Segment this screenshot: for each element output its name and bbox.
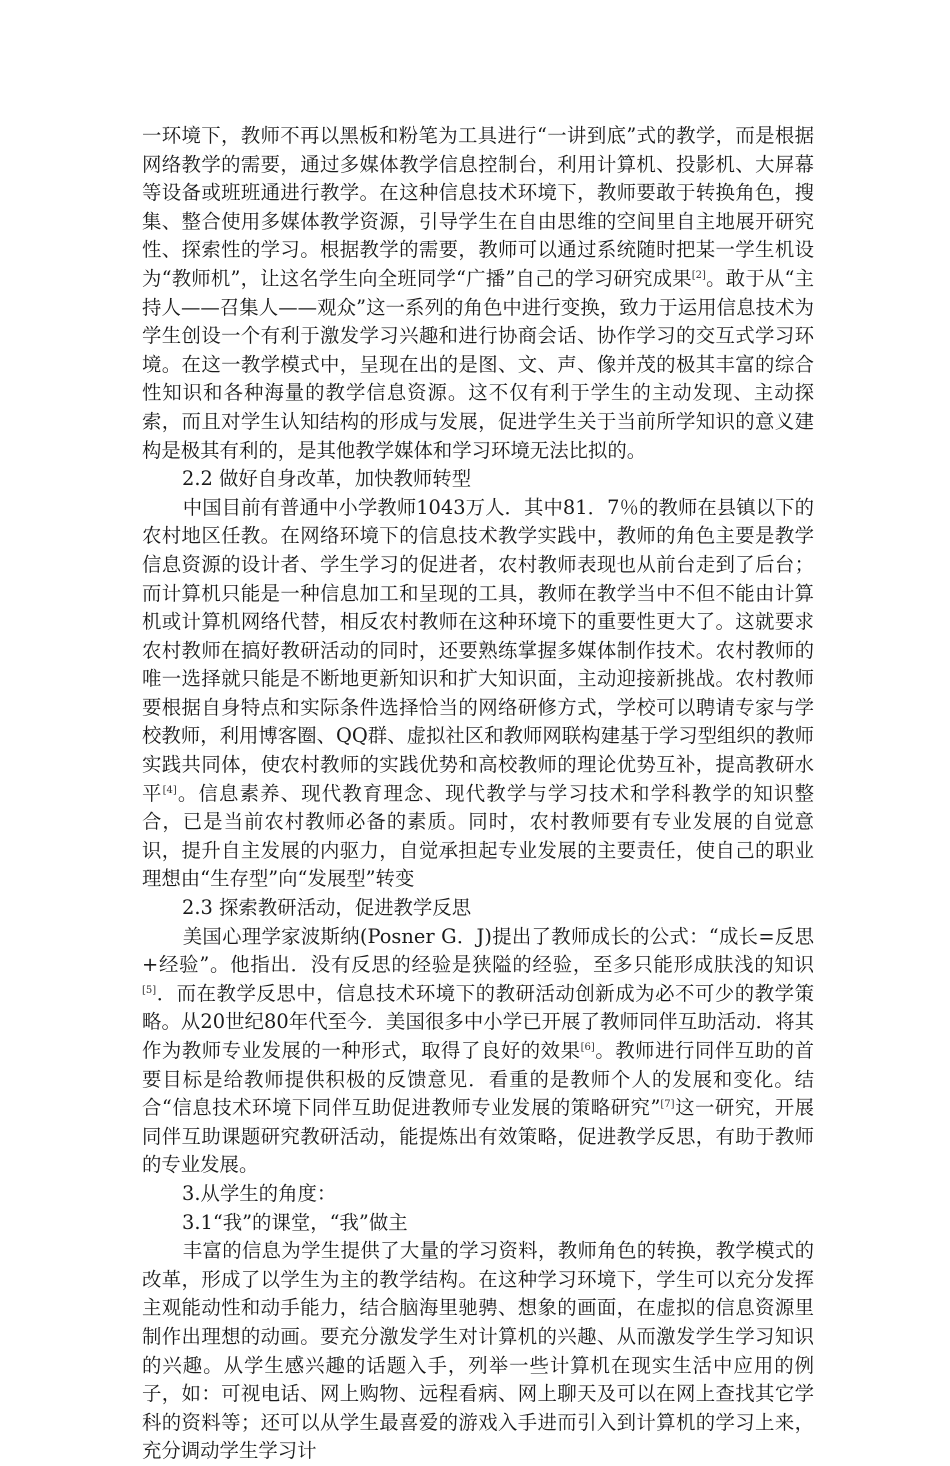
citation-marker: [5] [142,984,157,996]
paragraph-text: 。教师进行同伴互助的首要目标是给教师提供积极的反馈意见．看重的是教师个人的发展和变化。结合“信息技术环境下同伴互助促进教师专业发展的策略研究” [142,1039,815,1120]
citation-marker: [4] [162,784,177,796]
body-paragraph [142,923,814,1180]
body-paragraph [142,494,814,894]
section-heading: 3.1“我”的课堂，“我”做主 [182,1210,408,1234]
paragraph-text: 。敢于从“主持人——召集人——观众”这一系列的角色中进行变换，致力于运用信息技术为学生创设一个有利于激发学习兴趣和进行协商会话、协作学习的交互式学习环境。在这一教学模式中，呈现在出的是图、文、声、像并茂的极其丰富的综合性知识和各种海量的教学信息资源。这不仅有利于学生的主动发现、主动探索，而且对学生认知结构的形成与发展，促进学生关于当前所学知识的意义建构是极其有利的，是其他教学媒体和学习环境无法比拟的。 [142,266,814,462]
paragraph-text: ．而在教学反思中，信息技术环境下的教研活动创新成为必不可少的教学策略。从20世纪80年代至今．美国很多中小学已开展了教师同伴互助活动．将其作为教师专业发展的一种形式，取得了良好的效果 [142,981,814,1062]
paragraph-text: 一环境下，教师不再以黑板和粉笔为工具进行“一讲到底”式的教学，而是根据网络教学的需要，通过多媒体教学信息控制台，利用计算机、投影机、大屏幕等设备或班班通进行教学。在这种信息技术环境下，教师要敢于转换角色，搜集、整合使用多媒体教学资源，引导学生在自由思维的空间里自主地展开研究性、探索性的学习。根据教学的需要，教师可以通过系统随时把某一学生机设为“教师机”，让这名学生向全班同学“广播”自己的学习研究成果 [142,124,814,290]
body-paragraph [142,1237,814,1466]
paragraph-text: 美国心理学家波斯纳(Posner G．J)提出了教师成长的公式：“成长=反思+经验”。他指出．没有反思的经验是狭隘的经验，至多只能形成肤浅的知识 [142,924,814,977]
section-heading: 2.3 探索教研活动，促进教学反思 [182,896,472,920]
citation-marker: [2] [691,269,706,281]
paragraph-text: 丰富的信息为学生提供了大量的学习资料，教师角色的转换，教学模式的改革，形成了以学生为主的教学结构。在这种学习环境下，学生可以充分发挥主观能动性和动手能力，结合脑海里驰骋、想象的画面，在虚拟的信息资源里制作出理想的动画。要充分激发学生对计算机的兴趣、从而激发学生学习知识的兴趣。从学生感兴趣的话题入手，列举一些计算机在现实生活中应用的例子，如：可视电话、网上购物、远程看病、网上聊天及可以在网上查找其它学科的资料等；还可以从学生最喜爱的游戏入手进而引入到计算机的学习上来，充分调动学生学习计 [142,1239,814,1463]
body-paragraph [142,122,814,465]
paragraph-text: 这一研究，开展同伴互助课题研究教研活动，能提炼出有效策略，促进教学反思，有助于教师的专业发展。 [142,1096,815,1177]
paragraph-text: 。信息素养、现代教育理念、现代教学与学习技术和学科教学的知识整合，已是当前农村教师必备的素质。同时，农村教师要有专业发展的自觉意识，提升自主发展的内驱力，自觉承担起专业发展的主要责任，使自己的职业理想由“生存型”向“发展型”转变 [142,781,815,891]
citation-marker: [7] [660,1099,675,1111]
paragraph-text: 中国目前有普通中小学教师1043万人．其中81．7％的教师在县镇以下的农村地区任教。在网络环境下的信息技术教学实践中，教师的角色主要是教学信息资源的设计者、学生学习的促进者，农村教师表现也从前台走到了后台；而计算机只能是一种信息加工和呈现的工具，教师在教学当中不但不能由计算机或计算机网络代替，相反农村教师在这种环境下的重要性更大了。这就要求农村教师在搞好教研活动的同时，还要熟练掌握多媒体制作技术。农村教师的唯一选择就只能是不断地更新知识和扩大知识面，主动迎接新挑战。农村教师要根据自身特点和实际条件选择恰当的网络研修方式，学校可以聘请专家与学校教师，利用博客圈、QQ群、虚拟社区和教师网联构建基于学习型组织的教师实践共同体，使农村教师的实践优势和高校教师的理论优势互补，提高教研水平 [142,495,814,805]
section-heading: 3.从学生的角度： [182,1181,337,1205]
section-heading: 2.2 做好自身改革，加快教师转型 [182,467,472,491]
document-body [142,122,814,1466]
citation-marker: [6] [580,1042,595,1053]
